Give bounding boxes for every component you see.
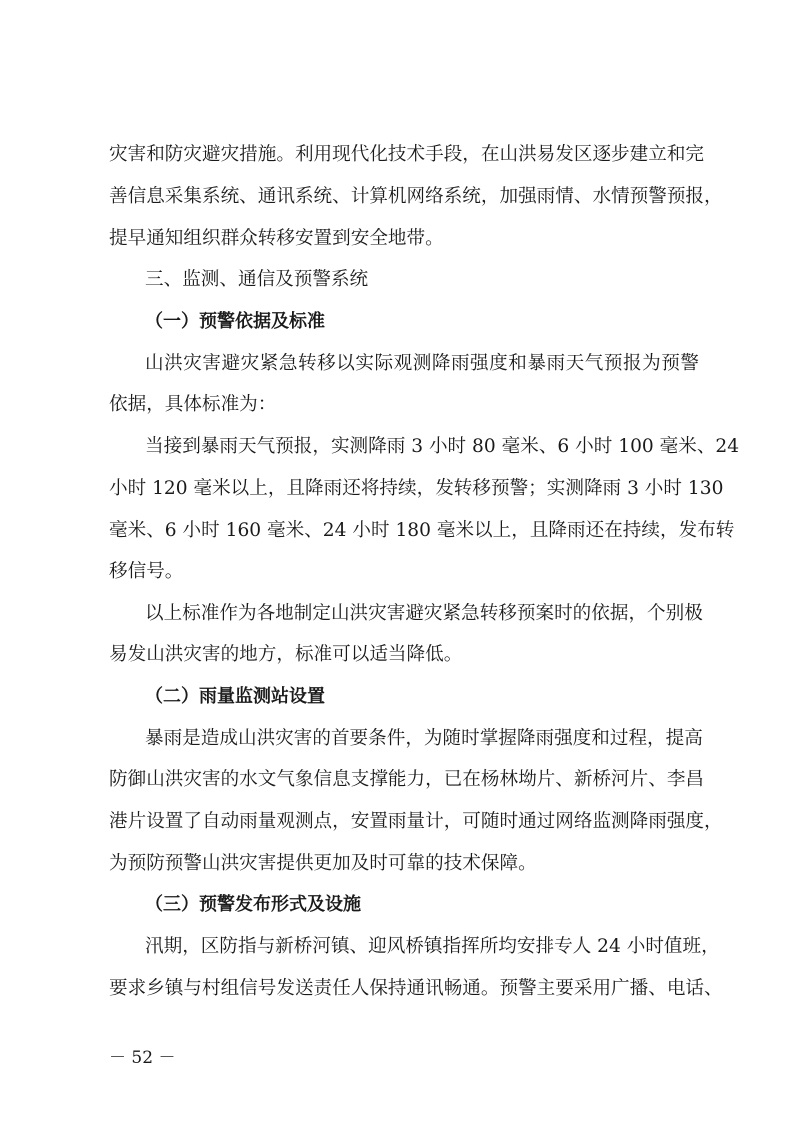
subsection-heading	[0, 890, 793, 920]
body-line	[0, 640, 793, 670]
subsection-heading-text: （三）预警发布形式及设施	[145, 894, 361, 915]
body-text: 以上标准作为各地制定山洪灾害避灾紧急转移预案时的依据，个别极	[145, 603, 703, 624]
section-heading	[0, 265, 793, 295]
body-text: 易发山洪灾害的地方，标准可以适当降低。	[109, 644, 463, 665]
body-line	[0, 599, 793, 629]
body-text: 要求乡镇与村组信号发送责任人保持通讯畅通。预警主要采用广播、电话、	[109, 978, 723, 999]
body-line	[0, 516, 793, 546]
body-text: 灾害和防灾避灾措施。利用现代化技术手段，在山洪易发区逐步建立和完	[109, 144, 705, 165]
body-line	[0, 765, 793, 795]
section-heading-text: 三、监测、通信及预警系统	[145, 269, 369, 290]
body-text: 港片设置了自动雨量观测点，安置雨量计，可随时通过网络监测降雨强度，	[109, 811, 723, 832]
body-text: 移信号。	[109, 561, 184, 582]
page-number: － 52 －	[109, 1048, 176, 1068]
body-line	[0, 807, 793, 837]
subsection-heading-text: （二）雨量监测站设置	[145, 686, 325, 707]
body-text: 暴雨是造成山洪灾害的首要条件，为随时掌握降雨强度和过程，提高	[145, 728, 703, 749]
body-line	[0, 224, 793, 254]
body-line	[0, 140, 793, 170]
body-line	[0, 474, 793, 504]
body-line	[0, 349, 793, 379]
body-text: 汛期，区防指与新桥河镇、迎风桥镇指挥所均安排专人 24 小时值班，	[145, 936, 720, 957]
body-text: 提早通知组织群众转移安置到安全地带。	[109, 228, 444, 249]
body-line	[0, 557, 793, 587]
subsection-heading-text: （一）预警依据及标准	[145, 311, 325, 332]
subsection-heading	[0, 307, 793, 337]
body-text: 依据，具体标准为：	[109, 394, 277, 415]
body-line	[0, 849, 793, 879]
body-line	[0, 182, 793, 212]
body-text: 小时 120 毫米以上，且降雨还将持续，发转移预警；实测降雨 3 小时 130	[109, 478, 724, 499]
body-line	[0, 432, 793, 462]
body-text: 山洪灾害避灾紧急转移以实际观测降雨强度和暴雨天气预报为预警	[145, 353, 699, 374]
body-text: 善信息采集系统、通讯系统、计算机网络系统，加强雨情、水情预警预报，	[109, 186, 723, 207]
body-text: 当接到暴雨天气预报，实测降雨 3 小时 80 毫米、6 小时 100 毫米、24	[145, 436, 740, 457]
body-text: 毫米、6 小时 160 毫米、24 小时 180 毫米以上，且降雨还在持续，发布转	[109, 520, 735, 541]
body-text: 防御山洪灾害的水文气象信息支撑能力，已在杨林坳片、新桥河片、李昌	[109, 769, 705, 790]
body-line	[0, 390, 793, 420]
body-line	[0, 932, 793, 962]
body-text: 为预防预警山洪灾害提供更加及时可靠的技术保障。	[109, 853, 537, 874]
body-line	[0, 974, 793, 1004]
body-line	[0, 724, 793, 754]
subsection-heading	[0, 682, 793, 712]
